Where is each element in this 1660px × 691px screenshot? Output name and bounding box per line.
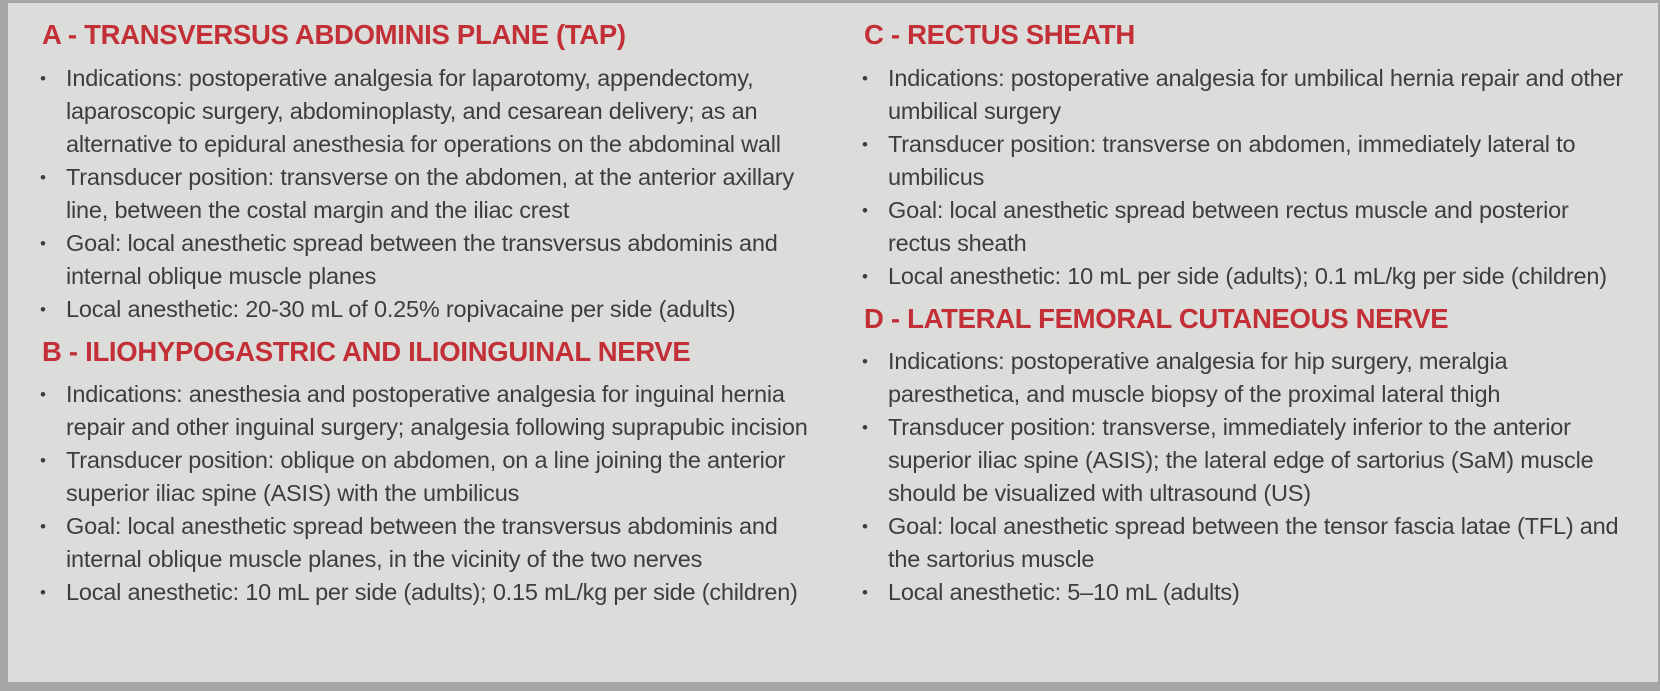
bullet-icon: • [40,68,46,88]
bullet-icon: • [40,517,46,537]
bullet-icon: • [40,583,46,603]
left-column [34,9,834,682]
bullet-icon: • [40,233,46,253]
bullet-list [856,62,1634,293]
bullet-text: Indications: anesthesia and postoperative analgesia for inguinal hernia repair and other inguinal surgery; analgesia following suprapubic incision [66,381,808,441]
bullet-icon: • [862,266,868,286]
bullet-item [856,128,1634,194]
bullet-item [856,510,1634,576]
bullet-icon: • [862,68,868,88]
bullet-list [856,345,1634,609]
bullet-text: Indications: postoperative analgesia for hip surgery, meralgia paresthetica, and muscle biopsy of the proximal lateral thigh [888,348,1508,408]
bullet-icon: • [862,583,868,603]
bullet-item [34,510,824,576]
bullet-text: Local anesthetic: 20-30 mL of 0.25% ropivacaine per side (adults) [66,295,736,322]
bullet-item [34,227,824,293]
bullet-icon: • [862,200,868,220]
bullet-icon: • [40,299,46,319]
bullet-item [34,161,824,227]
bullet-item [856,576,1634,609]
bullet-item [34,576,824,609]
bullet-item [856,62,1634,128]
bullet-icon: • [862,418,868,438]
right-column [834,9,1634,682]
bullet-text: Indications: postoperative analgesia for laparotomy, appendectomy, laparoscopic surgery, abdominoplasty, and cesarean delivery; as an alternative to epidural anesthesia for operations on the abdominal wall [66,64,781,157]
bullet-text: Local anesthetic: 10 mL per side (adults); 0.15 mL/kg per side (children) [66,579,798,606]
section-d [856,303,1634,610]
section-title: C - RECTUS SHEATH [864,19,1135,50]
bullet-icon: • [40,385,46,405]
bullet-icon: • [40,167,46,187]
bullet-icon: • [40,451,46,471]
bullet-item [34,378,824,444]
section-title: A - TRANSVERSUS ABDOMINIS PLANE (TAP) [42,19,626,50]
bullet-text: Goal: local anesthetic spread between rectus muscle and posterior rectus sheath [888,196,1569,256]
bullet-text: Local anesthetic: 10 mL per side (adults); 0.1 mL/kg per side (children) [888,262,1607,289]
section-c [856,19,1634,293]
bullet-item [34,293,824,326]
bullet-icon: • [862,517,868,537]
section-title: B - ILIOHYPOGASTRIC AND ILIOINGUINAL NERVE [42,335,691,367]
bullet-list [34,378,824,609]
bullet-text: Goal: local anesthetic spread between the tensor fascia latae (TFL) and the sartorius muscle [888,513,1619,573]
bullet-item [856,260,1634,293]
bullet-text: Transducer position: transverse on abdomen, immediately lateral to umbilicus [888,130,1576,190]
section-title: D - LATERAL FEMORAL CUTANEOUS NERVE [864,302,1449,334]
bullet-item [34,444,824,510]
bullet-text: Goal: local anesthetic spread between the transversus abdominis and internal oblique muscle planes [66,229,778,289]
bullet-text: Transducer position: transverse on the abdomen, at the anterior axillary line, between the costal margin and the iliac crest [66,163,794,223]
bullet-item [856,411,1634,510]
bullet-text: Local anesthetic: 5–10 mL (adults) [888,579,1240,606]
bullet-text: Transducer position: oblique on abdomen, on a line joining the anterior superior iliac spine (ASIS) with the umbilicus [66,447,786,507]
bullet-text: Transducer position: transverse, immediately inferior to the anterior superior iliac spine (ASIS); the lateral edge of sartorius (SaM) muscle should be visualized with ultrasound (US) [888,414,1594,507]
bullet-item [856,194,1634,260]
section-b [34,336,824,610]
bullet-text: Goal: local anesthetic spread between the transversus abdominis and internal oblique muscle planes, in the vicinity of the two nerves [66,513,778,573]
bullet-item [34,62,824,161]
bullet-item [856,345,1634,411]
section-a [34,19,824,326]
bullet-list [34,62,824,326]
bullet-text: Indications: postoperative analgesia for umbilical hernia repair and other umbilical surgery [888,64,1624,124]
bullet-icon: • [862,352,868,372]
bullet-icon: • [862,134,868,154]
